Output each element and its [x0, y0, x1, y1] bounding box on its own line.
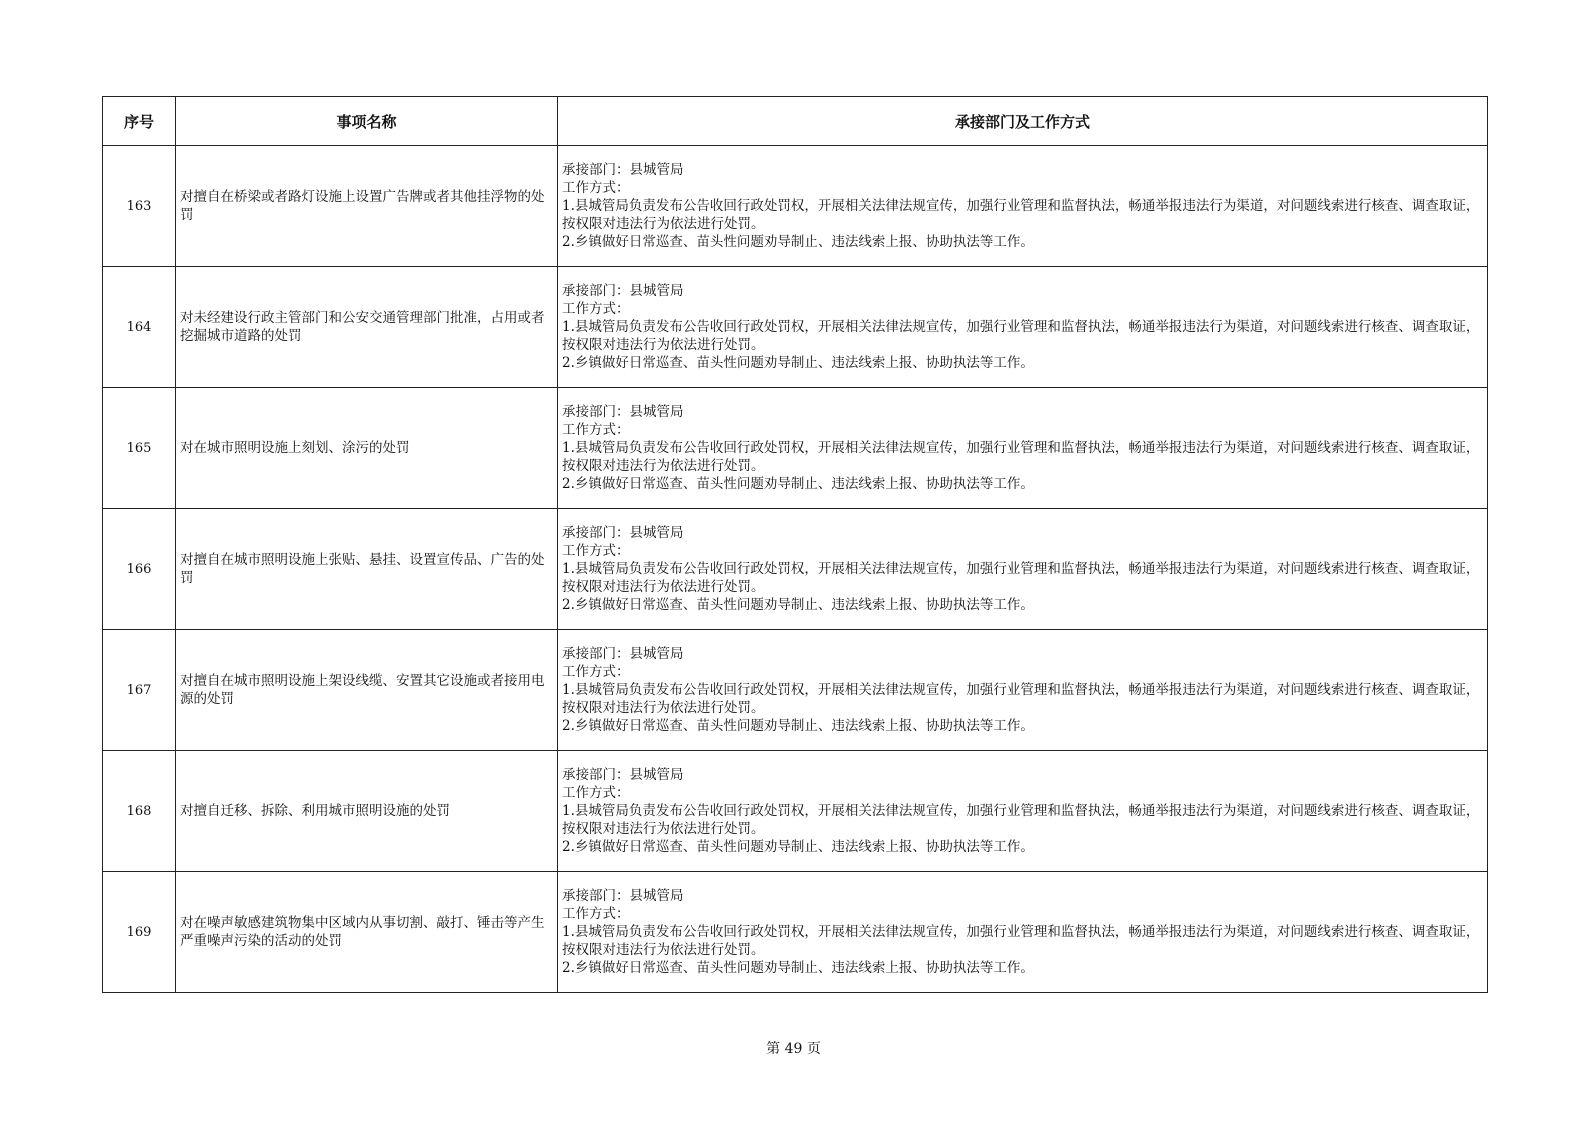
method-item-1: 1.县城管局负责发布公告收回行政处罚权，开展相关法律法规宣传，加强行业管理和监督执法，畅通举报违法行为渠道，对问题线索进行核查、调查取证，按权限对违法行为依法进行处罚。	[562, 561, 1480, 595]
department-method-cell	[558, 630, 1488, 751]
matter-name-cell: 对擅自迁移、拆除、利用城市照明设施的处罚	[176, 751, 558, 872]
department-line: 承接部门：县城管局	[562, 404, 684, 420]
matter-name-cell: 对擅自在桥梁或者路灯设施上设置广告牌或者其他挂浮物的处罚	[176, 146, 558, 267]
table-row	[103, 630, 1488, 751]
serial-number-cell: 168	[103, 751, 176, 872]
department-line: 承接部门：县城管局	[562, 162, 684, 178]
matters-table	[102, 96, 1488, 993]
matter-name-cell: 对擅自在城市照明设施上张贴、悬挂、设置宣传品、广告的处罚	[176, 509, 558, 630]
department-method-cell	[558, 509, 1488, 630]
method-item-2: 2.乡镇做好日常巡查、苗头性问题劝导制止、违法线索上报、协助执法等工作。	[562, 234, 1034, 250]
department-line: 承接部门：县城管局	[562, 767, 684, 783]
page-number: 第 49 页	[766, 1041, 821, 1057]
matter-name-cell: 对擅自在城市照明设施上架设线缆、安置其它设施或者接用电源的处罚	[176, 630, 558, 751]
table-row	[103, 146, 1488, 267]
table-row	[103, 872, 1488, 993]
method-label: 工作方式：	[562, 785, 630, 801]
method-label: 工作方式：	[562, 422, 630, 438]
department-method-cell	[558, 751, 1488, 872]
method-item-2: 2.乡镇做好日常巡查、苗头性问题劝导制止、违法线索上报、协助执法等工作。	[562, 355, 1034, 371]
serial-number-cell: 166	[103, 509, 176, 630]
department-line: 承接部门：县城管局	[562, 283, 684, 299]
serial-number-cell: 167	[103, 630, 176, 751]
table-row	[103, 509, 1488, 630]
method-item-1: 1.县城管局负责发布公告收回行政处罚权，开展相关法律法规宣传，加强行业管理和监督执法，畅通举报违法行为渠道，对问题线索进行核查、调查取证，按权限对违法行为依法进行处罚。	[562, 198, 1480, 232]
method-item-2: 2.乡镇做好日常巡查、苗头性问题劝导制止、违法线索上报、协助执法等工作。	[562, 476, 1034, 492]
method-label: 工作方式：	[562, 180, 630, 196]
method-label: 工作方式：	[562, 906, 630, 922]
method-label: 工作方式：	[562, 664, 630, 680]
department-line: 承接部门：县城管局	[562, 646, 684, 662]
header-matter-name: 事项名称	[176, 97, 558, 146]
department-method-cell	[558, 872, 1488, 993]
header-row	[103, 97, 1488, 146]
method-item-1: 1.县城管局负责发布公告收回行政处罚权，开展相关法律法规宣传，加强行业管理和监督执法，畅通举报违法行为渠道，对问题线索进行核查、调查取证，按权限对违法行为依法进行处罚。	[562, 682, 1480, 716]
table-row	[103, 751, 1488, 872]
method-item-2: 2.乡镇做好日常巡查、苗头性问题劝导制止、违法线索上报、协助执法等工作。	[562, 960, 1034, 976]
serial-number-cell: 163	[103, 146, 176, 267]
department-method-cell	[558, 267, 1488, 388]
matter-name-cell: 对未经建设行政主管部门和公安交通管理部门批准，占用或者挖掘城市道路的处罚	[176, 267, 558, 388]
method-label: 工作方式：	[562, 543, 630, 559]
serial-number-cell: 164	[103, 267, 176, 388]
matter-name-cell: 对在城市照明设施上刻划、涂污的处罚	[176, 388, 558, 509]
method-item-1: 1.县城管局负责发布公告收回行政处罚权，开展相关法律法规宣传，加强行业管理和监督执法，畅通举报违法行为渠道，对问题线索进行核查、调查取证，按权限对违法行为依法进行处罚。	[562, 924, 1480, 958]
method-item-2: 2.乡镇做好日常巡查、苗头性问题劝导制止、违法线索上报、协助执法等工作。	[562, 839, 1034, 855]
method-item-1: 1.县城管局负责发布公告收回行政处罚权，开展相关法律法规宣传，加强行业管理和监督执法，畅通举报违法行为渠道，对问题线索进行核查、调查取证，按权限对违法行为依法进行处罚。	[562, 440, 1480, 474]
method-item-2: 2.乡镇做好日常巡查、苗头性问题劝导制止、违法线索上报、协助执法等工作。	[562, 597, 1034, 613]
serial-number-cell: 165	[103, 388, 176, 509]
matter-name-cell: 对在噪声敏感建筑物集中区域内从事切割、敲打、锤击等产生严重噪声污染的活动的处罚	[176, 872, 558, 993]
method-item-1: 1.县城管局负责发布公告收回行政处罚权，开展相关法律法规宣传，加强行业管理和监督执法，畅通举报违法行为渠道，对问题线索进行核查、调查取证，按权限对违法行为依法进行处罚。	[562, 803, 1480, 837]
table-header	[103, 97, 1488, 146]
department-method-cell	[558, 388, 1488, 509]
method-item-1: 1.县城管局负责发布公告收回行政处罚权，开展相关法律法规宣传，加强行业管理和监督执法，畅通举报违法行为渠道，对问题线索进行核查、调查取证，按权限对违法行为依法进行处罚。	[562, 319, 1480, 353]
department-line: 承接部门：县城管局	[562, 525, 684, 541]
table-row	[103, 267, 1488, 388]
serial-number-cell: 169	[103, 872, 176, 993]
method-label: 工作方式：	[562, 301, 630, 317]
table-row	[103, 388, 1488, 509]
method-item-2: 2.乡镇做好日常巡查、苗头性问题劝导制止、违法线索上报、协助执法等工作。	[562, 718, 1034, 734]
header-department-method: 承接部门及工作方式	[558, 97, 1488, 146]
department-line: 承接部门：县城管局	[562, 888, 684, 904]
department-method-cell	[558, 146, 1488, 267]
header-serial-number: 序号	[103, 97, 176, 146]
table-body	[103, 146, 1488, 993]
